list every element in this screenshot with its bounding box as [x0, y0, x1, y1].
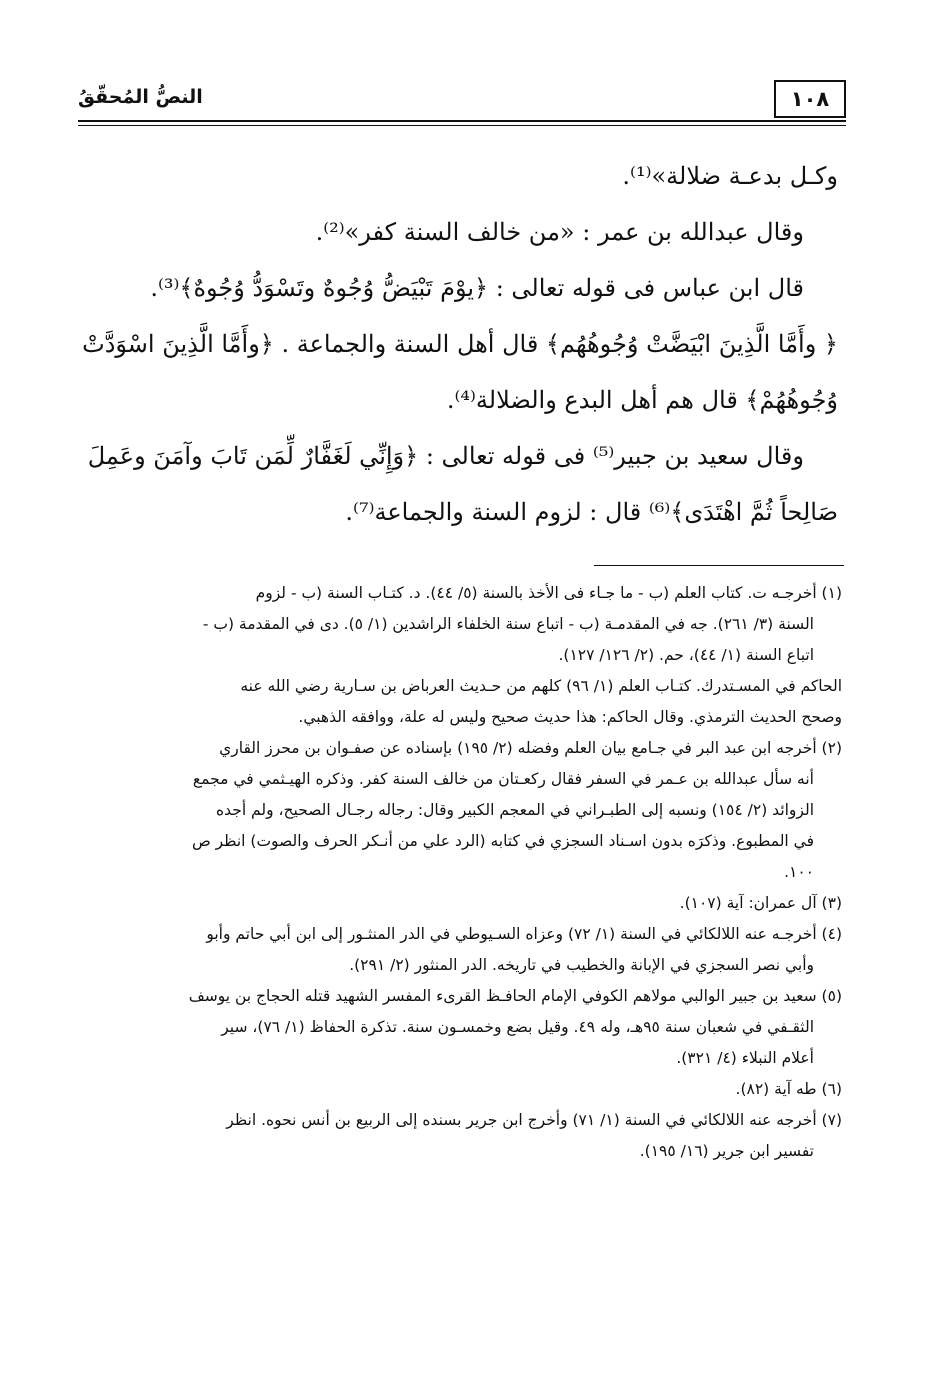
footnote-line: وأبي نصر السجزي في الإبانة والخطيب في تاريخه. الدر المنثور (٢/ ٢٩١).	[349, 956, 814, 974]
footnote-line: اتباع السنة (١/ ٤٤)، حم. (٢/ ١٢٦/ ١٢٧).	[558, 646, 814, 664]
main-line: قال ابن عباس فى قوله تعالى : ﴿يوْمَ تَبْيَضُّ وُجُوهٌ وتَسْوَدُّ وُجُوهٌ﴾⁽³⁾.	[150, 274, 804, 302]
footnote-line: ١٠٠.	[784, 863, 814, 881]
footnote-3	[80, 888, 842, 919]
footnote-line: وصحح الحديث الترمذي. وقال الحاكم: هذا حديث صحيح وليس له علة، ووافقه الذهبي.	[298, 708, 842, 726]
footnote-5	[80, 981, 842, 1074]
footnote-line: السنة (٣/ ٢٦١). جه في المقدمـة (ب - اتباع سنة الخلفاء الراشدين (١/ ٥). دى في المقدمة (ب -	[202, 615, 814, 633]
footnotes	[80, 578, 842, 1167]
page-header	[78, 66, 846, 126]
running-title: النصُّ المُحقّقُ	[78, 86, 203, 108]
footnote-6	[80, 1074, 842, 1105]
footnote-line: (٤) أخرجـه عنه اللالكائي في السنة (١/ ٧٢) وعزاه السـيوطي في الدر المنثـور إلى ابن أبي حاتم وأبو	[206, 925, 842, 943]
footnote-line: (٢) أخرجه ابن عبد البر في جـامع بيان العلم وفضله (٢/ ١٩٥) بإسناده عن صفـوان بن محرز القاري	[219, 739, 842, 757]
main-line: ﴿ وأَمَّا الَّذِينَ ابْيَضَّتْ وُجُوهُهُم﴾ قال أهل السنة والجماعة . ﴿وأَمَّا الَّذِينَ اسْوَدَّتْ	[82, 330, 838, 358]
main-line: وُجُوهُهُمْ﴾ قال هم أهل البدع والضلالة⁽⁴⁾.	[446, 386, 838, 414]
main-line: وقال عبدالله بن عمر : «من خالف السنة كفر»⁽²⁾.	[315, 218, 804, 246]
footnote-4	[80, 919, 842, 981]
footnote-line: أنه سأل عبدالله بن عـمر في السفر فقال ركعـتان من خالف السنة كفر. وذكره الهيـثمي في مجمع	[192, 770, 814, 788]
footnote-line: الحاكم في المسـتدرك. كتـاب العلم (١/ ٩٦) كلهم من حـديث العرباض بن سـارية رضي الله عنه	[240, 677, 842, 695]
footnote-line: (٣) آل عمران: آية (١٠٧).	[679, 894, 842, 912]
main-line: وقال سعيد بن جبير⁽⁵⁾ فى قوله تعالى : ﴿وَإِنِّي لَغَفَّارٌ لِّمَن تَابَ وآمَنَ وعَمِلَ	[87, 442, 804, 470]
footnote-separator	[594, 565, 844, 566]
footnote-line: أعلام النبلاء (٤/ ٣٢١).	[676, 1049, 814, 1067]
footnote-line: (٥) سعيد بن جبير الوالبي مولاهم الكوفي الإمام الحافـظ القرىء المفسر الشهيد قتله الحجاج بن يوسف	[188, 987, 842, 1005]
footnote-line: (٦) طه آية (٨٢).	[735, 1080, 842, 1098]
main-text	[80, 148, 838, 540]
footnote-line: (١) أخرجـه ت. كتاب العلم (ب - ما جـاء فى الأخذ بالسنة (٥/ ٤٤). د. كتـاب السنة (ب - لزوم	[255, 584, 842, 602]
footnote-line: الثقـفي في شعبان سنة ٩٥هـ، وله ٤٩. وقيل بضع وخمسـون سنة. تذكرة الحفاظ (١/ ٧٦)، سير	[221, 1018, 814, 1036]
header-rule-thin	[78, 125, 846, 126]
footnote-2	[80, 733, 842, 888]
main-line: صَالِحاً ثُمَّ اهْتَدَى﴾⁽⁶⁾ قال : لزوم السنة والجماعة⁽⁷⁾.	[345, 498, 838, 526]
footnote-line: تفسير ابن جرير (١٦/ ١٩٥).	[639, 1142, 814, 1160]
page-number: ١٠٨	[774, 80, 846, 118]
header-rule	[78, 120, 846, 122]
footnote-1	[80, 578, 842, 733]
footnote-line: (٧) أخرجه عنه اللالكائي في السنة (١/ ٧١) وأخرج ابن جرير بسنده إلى الربيع بن أنس نحوه. انظر	[226, 1111, 842, 1129]
main-line: وكـل بدعـة ضلالة»⁽¹⁾.	[622, 162, 838, 190]
footnote-7	[80, 1105, 842, 1167]
footnote-line: في المطبوع. وذكرَه بدون اسـناد السجزي في كتابه (الرد علي من أنـكر الحرف والصوت) انظر ص	[191, 832, 814, 850]
footnote-line: الزوائد (٢/ ١٥٤) ونسبه إلى الطبـراني في المعجم الكبير وقال: رجاله رجـال الصحيح، ولم أجده	[215, 801, 814, 819]
